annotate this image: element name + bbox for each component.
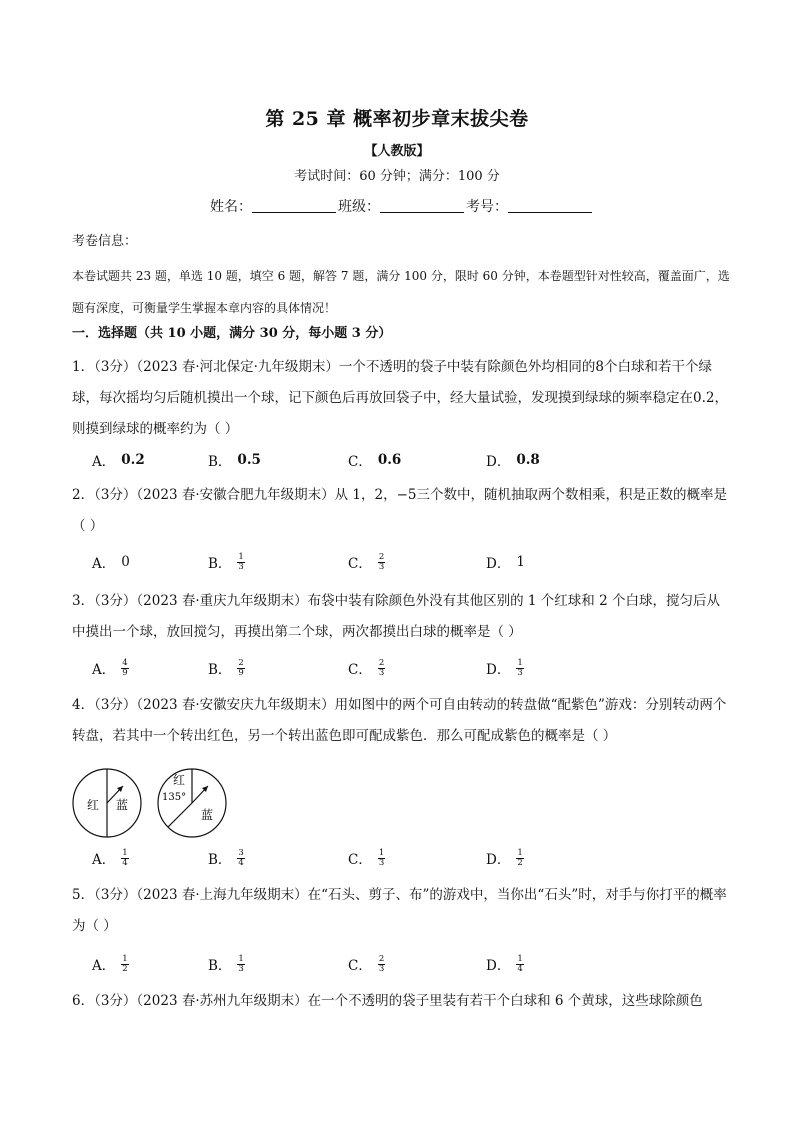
class-label: 班级： (338, 199, 380, 215)
option-a[interactable]: A． 0.2 (92, 452, 145, 470)
question-3: 3．（3分）（2023 春·重庆九年级期末）布袋中装有除颜色外没有其他区别的 1 个红球和 2 个白球，搅匀后从中摸出一个球，放回搅匀，再摸出第二个球，两次都摸出白球的概率是（ ） (72, 593, 720, 640)
fraction: $\frac{2}{9}$ (238, 657, 244, 678)
spinner-2-divider-diag (168, 803, 192, 827)
option-b[interactable]: B． $\frac{1}{3}$ (208, 953, 244, 974)
fraction: $\frac{4}{9}$ (122, 657, 128, 678)
fraction: $\frac{3}{4}$ (238, 847, 244, 868)
option-b[interactable]: B． $\frac{2}{9}$ (208, 657, 244, 678)
fraction: $\frac{1}{3}$ (238, 551, 244, 572)
question-4-options (92, 846, 732, 870)
class-blank[interactable] (380, 198, 464, 213)
fraction: $\frac{2}{3}$ (378, 953, 385, 974)
option-a[interactable]: A． $\frac{1}{2}$ (92, 953, 128, 974)
option-b[interactable]: B． $\frac{1}{3}$ (208, 551, 244, 572)
question-6: 6．（3分）（2023 春·苏州九年级期末）在一个不透明的袋子里装有若干个白球和 6 个黄球，这些球除颜色 (72, 993, 703, 1009)
fraction: $\frac{1}{3}$ (378, 847, 385, 868)
option-a[interactable]: A． $\frac{4}{9}$ (92, 657, 128, 678)
option-b[interactable]: B． $\frac{3}{4}$ (208, 847, 244, 868)
option-c[interactable]: C． 0.6 (348, 452, 402, 470)
fraction: $\frac{1}{3}$ (517, 657, 523, 678)
question-2-options (92, 550, 732, 574)
fraction: $\frac{2}{3}$ (378, 657, 385, 678)
edition-label: 【人教版】 (364, 144, 430, 159)
info-body: 本卷试题共 23 题，单选 10 题，填空 6 题，解答 7 题，满分 100 分，限时 60 分钟，本卷题型针对性较高，覆盖面广，选题有深度，可衡量学生掌握本章内容的具体情况！ (72, 269, 730, 315)
name-blank[interactable] (252, 198, 336, 213)
option-c[interactable]: C． $\frac{1}{3}$ (348, 847, 385, 868)
question-3-options (92, 656, 732, 680)
option-d[interactable]: D． 1 (486, 554, 525, 572)
name-label: 姓名： (210, 199, 252, 215)
question-2: 2．（3分）（2023 春·安徽合肥九年级期末）从 1，2，−5三个数中，随机抽取两个数相乘，积是正数的概率是（ ） (72, 487, 727, 534)
option-c[interactable]: C． $\frac{2}{3}$ (348, 551, 385, 572)
option-b[interactable]: B． 0.5 (208, 452, 261, 470)
option-d[interactable]: D． $\frac{1}{3}$ (486, 657, 523, 678)
spinner-2-label-right: 蓝 (201, 808, 214, 822)
fraction: $\frac{1}{4}$ (122, 847, 128, 868)
option-d[interactable]: D． 0.8 (486, 452, 540, 470)
page-title: 第 25 章 概率初步章末拔尖卷 (265, 108, 529, 130)
spinner-2-label-top: 红 (173, 773, 186, 787)
option-a[interactable]: A． $\frac{1}{4}$ (92, 847, 128, 868)
fraction: $\frac{2}{3}$ (378, 551, 385, 572)
fraction: $\frac{1}{2}$ (517, 847, 523, 868)
fraction: $\frac{1}{4}$ (517, 953, 523, 974)
spinner-1-label-right: 蓝 (116, 798, 129, 812)
number-blank[interactable] (508, 198, 592, 213)
option-d[interactable]: D． $\frac{1}{4}$ (486, 953, 523, 974)
student-fields (210, 196, 594, 216)
fraction: $\frac{1}{2}$ (122, 953, 128, 974)
spinner-2-angle: 135° (162, 792, 187, 803)
spinner-figure (70, 764, 240, 844)
option-c[interactable]: C． $\frac{2}{3}$ (348, 953, 385, 974)
question-1-options (92, 448, 732, 472)
option-c[interactable]: C． $\frac{2}{3}$ (348, 657, 385, 678)
option-a[interactable]: A． 0 (92, 554, 130, 572)
fraction: $\frac{1}{3}$ (238, 953, 244, 974)
number-label: 考号： (466, 199, 508, 215)
exam-time: 考试时间：60 分钟；满分：100 分 (294, 169, 500, 184)
question-5: 5．（3分）（2023 春·上海九年级期末）在“石头、剪子、布”的游戏中，当你出“石头”时，对手与你打平的概率为（ ） (72, 887, 727, 934)
spinner-1-label-left: 红 (87, 798, 100, 812)
section-title: 一．选择题（共 10 小题，满分 30 分，每小题 3 分） (72, 326, 392, 341)
question-4: 4．（3分）（2023 春·安徽安庆九年级期末）用如图中的两个可自由转动的转盘做“配紫色”游戏：分别转动两个转盘，若其中一个转出红色，另一个转出蓝色即可配成紫色．那么可配成紫色的概率是（ ） (72, 697, 727, 744)
info-heading: 考卷信息： (72, 234, 138, 249)
option-d[interactable]: D． $\frac{1}{2}$ (486, 847, 523, 868)
question-1: 1．（3分）（2023 春·河北保定·九年级期末）一个不透明的袋子中装有除颜色外均相同的8个白球和若干个绿球，每次摇均匀后随机摸出一个球，记下颜色后再放回袋子中，经大量试验，发现摸到绿球的频率稳定在0.2，则摸到绿球的概率约为（ ） (72, 359, 728, 437)
question-5-options (92, 952, 732, 976)
